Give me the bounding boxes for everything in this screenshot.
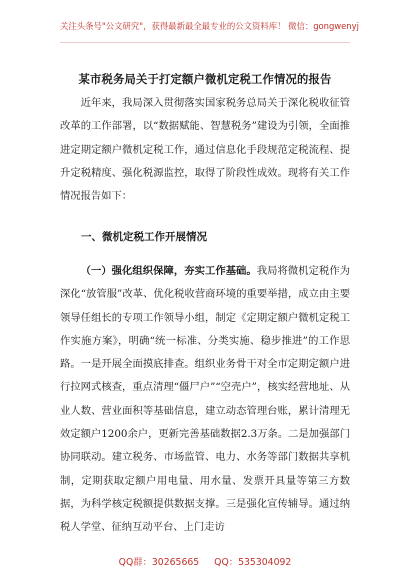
header-banner: 关注头条号"公文研究"，获得最新最全最专业的公文资料库！ 微信：gongwenyj <box>60 21 359 31</box>
document-title: 某市税务局关于打定额户微机定税工作情况的报告 <box>78 72 332 86</box>
section-heading: 一、微机定税工作开展情况 <box>81 231 207 243</box>
subsection-label: （一）强化组织保障，夯实工作基础。 <box>80 265 257 277</box>
section-paragraph <box>60 260 350 540</box>
header-divider <box>60 42 350 43</box>
intro-paragraph: 近年来，我局深入贯彻落实国家税务总局关于深化税收征管改革的工作部署，以“数据赋能、智慧税务”建设为引领，全面推进定期定额户微机定税工作，通过信息化手段规范定税流程、提升定税精度、强化税源监控，取得了阶段性成效。现将有关工作情况报告如下： <box>60 97 350 203</box>
footer-qq-group: QQ群：30265665 <box>118 557 200 568</box>
footer-qq: QQ：535304092 <box>214 557 292 568</box>
subsection-text: 我局将微机定税作为深化“放管服”改革、优化税收营商环境的重要举措，成立由主要领导任组长的专项工作领导小组，制定《定期定额户微机定税工作实施方案》，明确“统一标准、分类实施、稳步推进”的工作思路。一是开展全面摸底排查。组织业务骨干对全市定期定额户进行拉网式核查，重点清理“僵尸户”“空壳户”，核实经营地址、从业人数、营业面积等基础信息，建立动态管理台账，累计清理无效定额户1200余户，更新完善基础数据2.3万条。二是加强部门协同联动。建立税务、市场监管、电力、水务等部门数据共享机制，定期获取定额户用电量、用水量、发票开具量等第三方数据，为科学核定税额提供数据支撑。三是强化宣传辅导。通过纳税人学堂、征纳互动平台、上门走访 <box>60 265 351 534</box>
footer-contact <box>60 554 350 568</box>
